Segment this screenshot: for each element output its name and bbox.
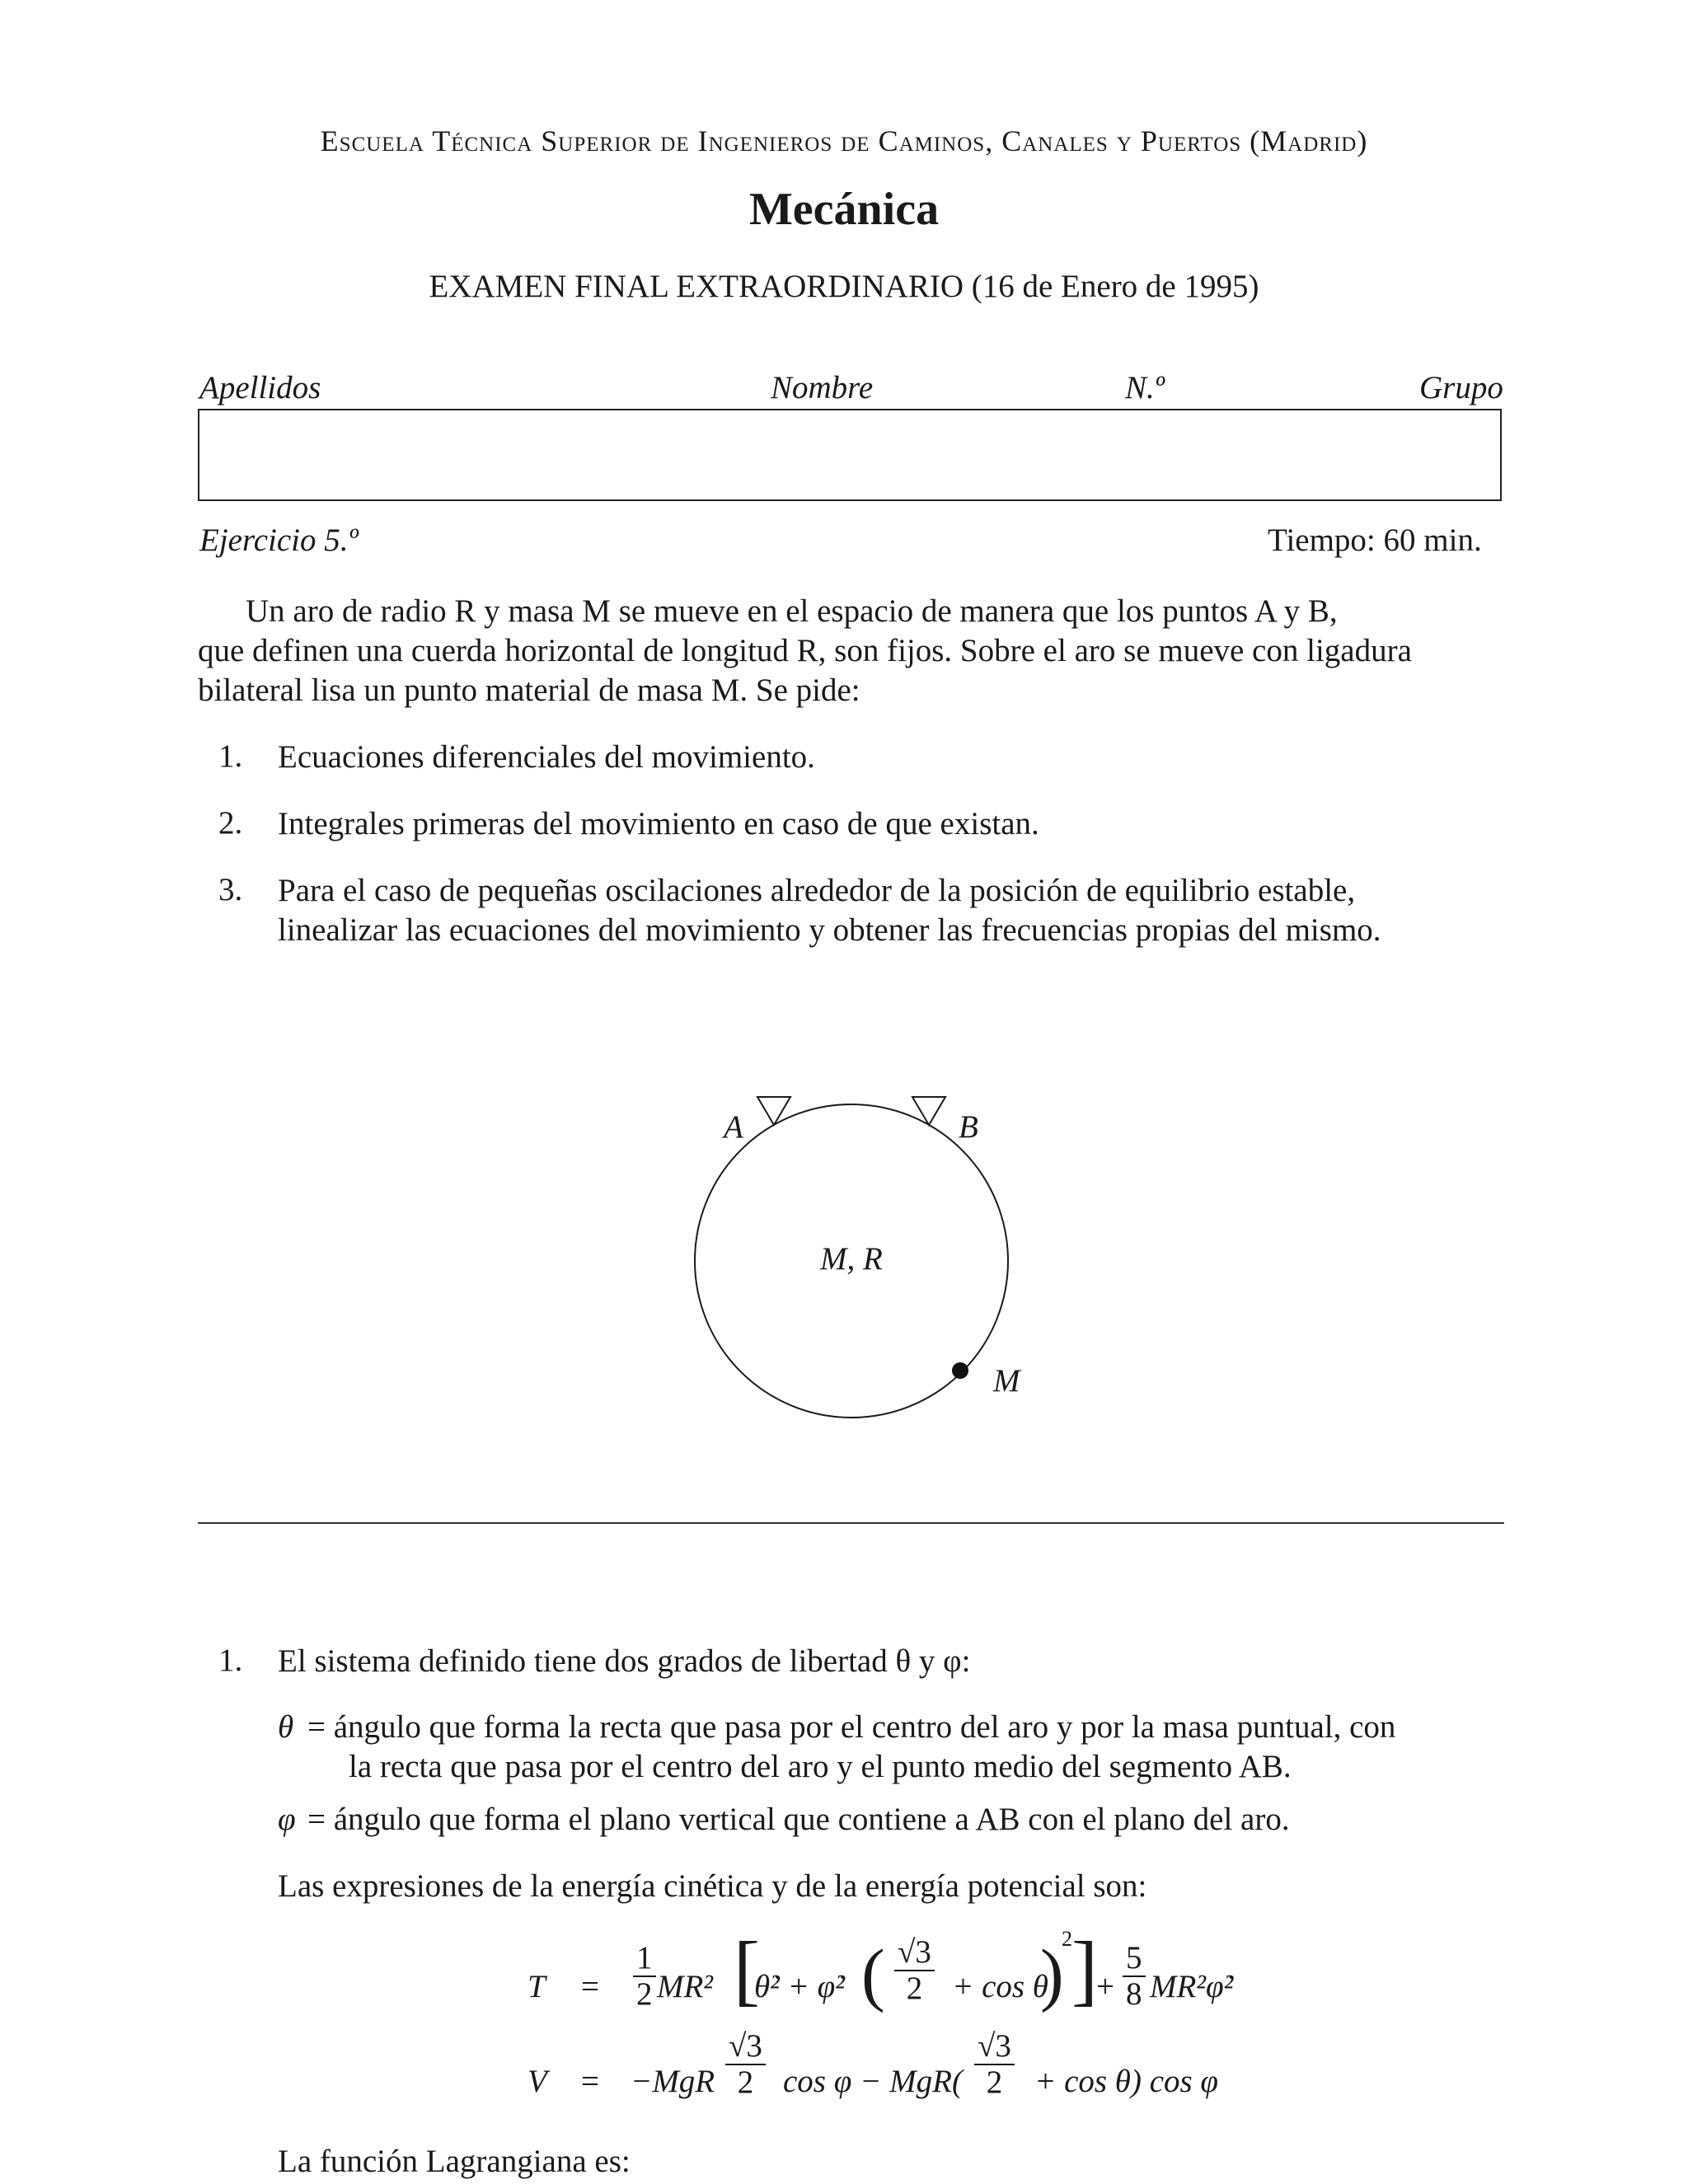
eq-v-lhs: V — [528, 2064, 547, 2099]
label-a: A — [724, 1109, 743, 1145]
eq-t-plus: + — [1096, 1969, 1114, 2004]
solution-line1: El sistema definido tiene dos grados de libertad θ y φ: — [278, 1643, 971, 1679]
support-b-icon — [912, 1097, 945, 1125]
eq-v-equals: = — [581, 2064, 599, 2099]
eq-t-sqrt3-frac — [894, 1935, 935, 2006]
nombre-label: Nombre — [771, 370, 874, 405]
subject-title: Mecánica — [748, 184, 940, 235]
lagrangian-intro: La función Lagrangiana es: — [278, 2144, 631, 2179]
problem-intro-line3: bilateral lisa un punto material de masa M. Se pide: — [198, 673, 860, 708]
eq-v-sqrt3-frac-b — [974, 2029, 1015, 2100]
two-denominator: 2 — [986, 2064, 1003, 2100]
item-number: 2. — [218, 805, 243, 841]
item-text: Integrales primeras del movimiento en caso de que existan. — [278, 806, 1039, 841]
problem-intro-line1: Un aro de radio R y masa M se mueve en el espacio de manera que los puntos A y B, — [246, 593, 1338, 629]
close-bracket: ] — [1071, 1925, 1098, 2013]
close-paren: ) — [1040, 1934, 1064, 2013]
label-mass: M — [993, 1363, 1020, 1399]
problem-intro-line2: que definen una cuerda horizontal de longitud R, son fijos. Sobre el aro se mueve con ligadura — [198, 633, 1412, 668]
item-text: Para el caso de pequeñas oscilaciones alrededor de la posición de equilibrio estable, — [278, 873, 1356, 908]
eq-v-part1: −MgR — [631, 2064, 715, 2099]
time-label: Tiempo: 60 min. — [1268, 523, 1482, 558]
theta-definition-continued: la recta que pasa por el centro del aro y el punto medio del segmento AB. — [349, 1749, 1292, 1784]
eq-t-tail: MR²φ̇² — [1150, 1969, 1234, 2004]
eq-t-square: 2 — [1062, 1927, 1072, 1951]
numero-label: N.º — [1125, 370, 1165, 405]
student-info-box[interactable] — [198, 409, 1502, 501]
item-number: 3. — [218, 872, 243, 907]
eq-v-part3: + cos θ) cos φ — [1034, 2064, 1219, 2099]
grupo-label: Grupo — [1419, 370, 1503, 405]
phi-definition: = ángulo que forma el plano vertical que contiene a AB con el plano del aro. — [307, 1802, 1290, 1837]
label-b: B — [959, 1109, 978, 1145]
school-name: Escuela Técnica Superior de Ingenieros de Caminos, Canales y Puertos (Madrid) — [320, 124, 1368, 157]
theta-definition: = ángulo que forma la recta que pasa por el centro del aro y por la masa puntual, con — [307, 1709, 1396, 1745]
sqrt3-numerator: √3 — [894, 1935, 935, 1971]
sqrt3-numerator: √3 — [974, 2029, 1015, 2065]
half-denominator: 2 — [636, 1976, 653, 2012]
eq-t-mr2: MR² — [657, 1969, 714, 2004]
section-divider — [198, 1522, 1504, 1524]
theta-symbol: θ — [278, 1709, 294, 1745]
label-center: M, R — [820, 1241, 883, 1277]
eq-v-sqrt3-frac-a — [725, 2029, 766, 2100]
exercise-label: Ejercicio 5.º — [199, 523, 359, 558]
eq-t-bracket-a: θ̇² + φ̇² — [754, 1969, 845, 2004]
phi-symbol: φ — [278, 1802, 296, 1837]
eq-v-part2: cos φ − MgR( — [783, 2064, 963, 2099]
eq-t-lhs: T — [528, 1969, 546, 2004]
item-text-continued: linealizar las ecuaciones del movimiento y obtener las frecuencias propias del mismo. — [278, 912, 1381, 948]
five-numerator: 5 — [1123, 1941, 1146, 1977]
two-denominator: 2 — [906, 1971, 923, 2006]
sqrt3-numerator: √3 — [725, 2029, 766, 2065]
open-paren: ( — [861, 1934, 885, 2013]
point-mass-icon — [952, 1362, 968, 1379]
energies-intro: Las expresiones de la energía cinética y de la energía potencial son: — [278, 1868, 1147, 1904]
solution-number: 1. — [218, 1643, 243, 1678]
two-denominator: 2 — [737, 2064, 754, 2100]
eq-t-half — [633, 1941, 656, 2012]
support-a-icon — [757, 1097, 790, 1125]
eight-denominator: 8 — [1126, 1976, 1142, 2012]
exam-title: EXAMEN FINAL EXTRAORDINARIO (16 de Enero de 1995) — [429, 269, 1259, 304]
eq-t-equals: = — [581, 1969, 599, 2004]
eq-t-five-eighths — [1123, 1941, 1146, 2012]
item-number: 1. — [218, 738, 243, 774]
half-numerator: 1 — [633, 1941, 656, 1977]
open-bracket: [ — [734, 1925, 760, 2013]
item-text: Ecuaciones diferenciales del movimiento. — [278, 739, 815, 775]
apellidos-label: Apellidos — [199, 370, 321, 405]
eq-t-cos-theta: + cos θ — [952, 1969, 1048, 2004]
